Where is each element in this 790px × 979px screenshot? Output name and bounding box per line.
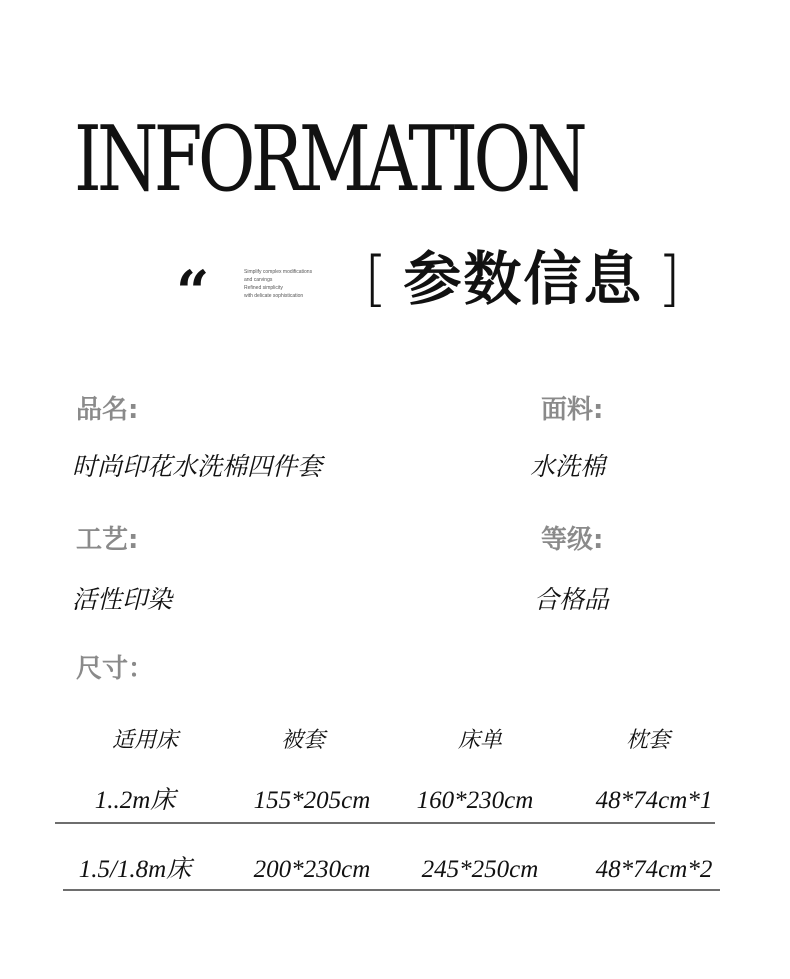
table-cell: 48*74cm*2 xyxy=(595,856,713,883)
fabric-label: 面料: xyxy=(541,395,604,425)
craft-value: 活性印染 xyxy=(72,585,173,614)
page-title: INFORMATION xyxy=(74,107,584,212)
grade-value: 合格品 xyxy=(534,585,610,614)
table-header: 床单 xyxy=(457,728,502,753)
bracket-left: [ xyxy=(364,244,388,314)
product-name-value: 时尚印花水洗棉四件套 xyxy=(72,452,323,481)
bracket-right: ] xyxy=(657,244,681,314)
row-divider xyxy=(55,822,715,824)
table-header: 适用床 xyxy=(111,728,178,753)
heading-text: 参数信息 xyxy=(403,245,644,313)
table-cell: 155*205cm xyxy=(253,787,371,814)
slogan-line: Refined simplicity xyxy=(244,285,283,291)
slogan-line: with delicate sophistication xyxy=(244,293,304,299)
table-cell: 245*250cm xyxy=(421,856,539,883)
section-heading xyxy=(364,244,681,314)
row-divider xyxy=(63,889,720,891)
fabric-value: 水洗棉 xyxy=(530,452,606,481)
table-cell: 160*230cm xyxy=(416,787,534,814)
grade-label: 等级: xyxy=(541,525,604,555)
table-cell: 48*74cm*1 xyxy=(595,787,713,814)
table-cell: 1.5/1.8m床 xyxy=(78,856,192,883)
quote-mark: “ xyxy=(176,258,210,326)
table-header: 被套 xyxy=(280,728,325,753)
craft-label: 工艺: xyxy=(76,525,139,555)
slogan-line: Simplify complex modifications xyxy=(244,269,313,275)
size-label: 尺寸： xyxy=(76,654,155,684)
table-header: 枕套 xyxy=(625,728,670,753)
table-cell: 1..2m床 xyxy=(94,787,176,814)
table-cell: 200*230cm xyxy=(253,856,371,883)
product-name-label: 品名: xyxy=(76,395,139,425)
slogan-line: and carvings xyxy=(244,277,273,283)
slogan xyxy=(244,268,312,300)
